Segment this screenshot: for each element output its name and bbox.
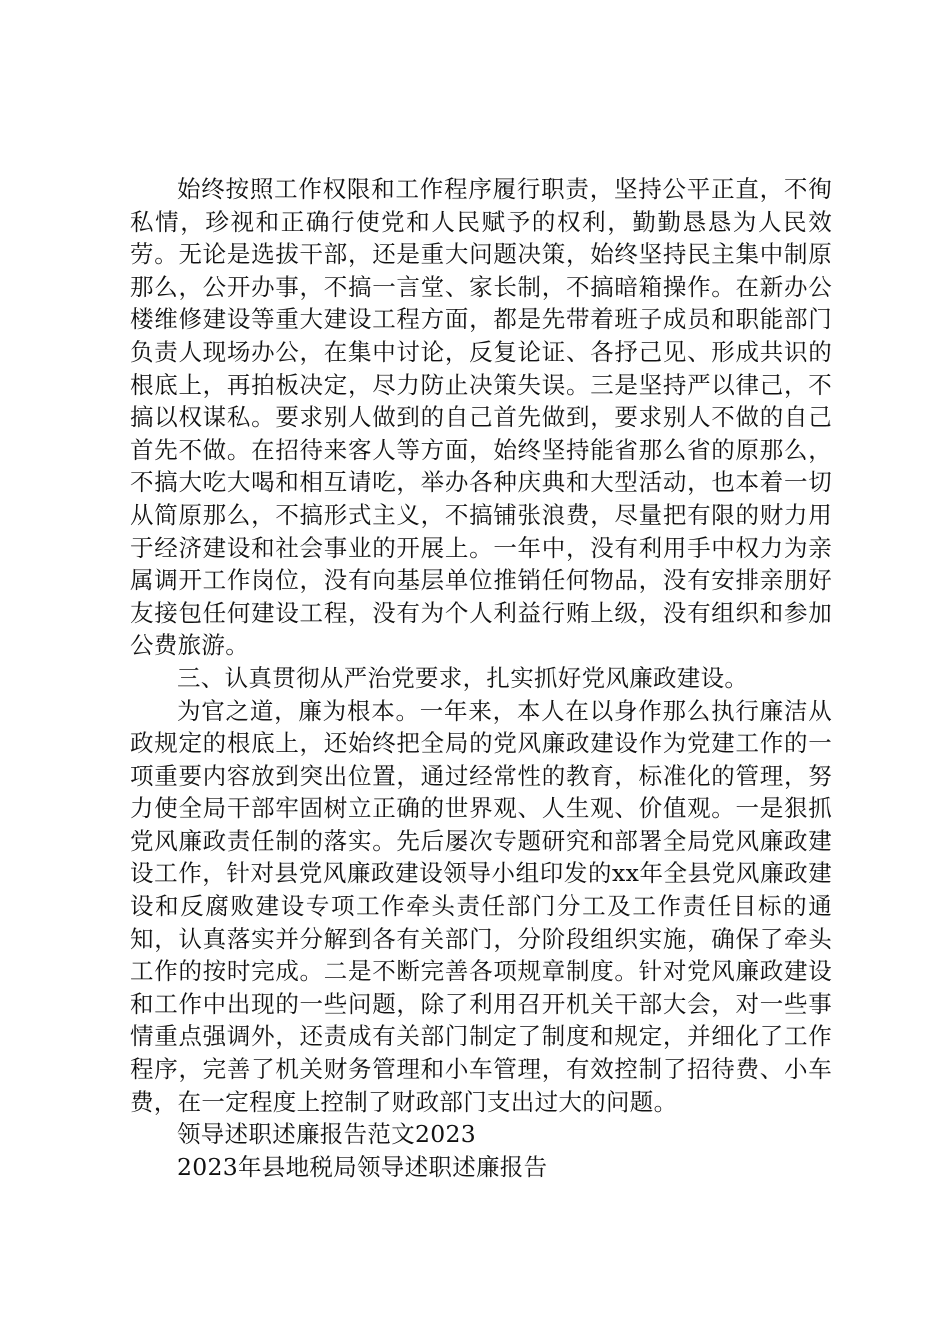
document-subtitle-line: 2023年县地税局领导述职述廉报告 — [177, 1152, 548, 1181]
paragraph-integrity-practice: 始终按照工作权限和工作程序履行职责，坚持公平正直，不徇私情，珍视和正确行使党和人民赋予的权利，勤勤恳恳为人民效劳。无论是选拔干部，还是重大问题决策，始终坚持民主集中制原那么，公开办事，不搞一言堂、家长制，不搞暗箱操作。在新办公楼维修建设等重大建设工程方面，都是先带着班子成员和职能部门负责人现场办公，在集中讨论，反复论证、各抒己见、形成共识的根底上，再拍板决定，尽力防止决策失误。三是坚持严以律己，不搞以权谋私。要求别人做到的自己首先做到，要求别人不做的自己首先不做。在招待来客人等方面，始终坚持能省那么省的原那么，不搞大吃大喝和相互请吃，举办各种庆典和大型活动，也本着一切从简原那么，不搞形式主义，不搞铺张浪费，尽量把有限的财力用于经济建设和社会事业的开展上。一年中，没有利用手中权力为亲属调开工作岗位，没有向基层单位推销任何物品，没有安排亲朋好友接包任何建设工程，没有为个人利益行贿上级，没有组织和参加公费旅游。 — [130, 175, 832, 660]
body-text — [130, 173, 832, 1183]
section-heading-3: 三、认真贯彻从严治党要求，扎实抓好党风廉政建设。 — [177, 663, 749, 692]
document-title-line: 领导述职述廉报告范文2023 — [177, 1120, 477, 1149]
paragraph-party-conduct: 为官之道，廉为根本。一年来，本人在以身作那么执行廉洁从政规定的根底上，还始终把全局的党风廉政建设作为党建工作的一项重要内容放到突出位置，通过经常性的教育，标准化的管理，努力使全局干部牢固树立正确的世界观、人生观、价值观。一是狠抓党风廉政责任制的落实。先后屡次专题研究和部署全局党风廉政建设工作，针对县党风廉政建设领导小组印发的xx年全县党风廉政建设和反腐败建设专项工作牵头责任部门分工及工作责任目标的通知，认真落实并分解到各有关部门，分阶段组织实施，确保了牵头工作的按时完成。二是不断完善各项规章制度。针对党风廉政建设和工作中出现的一些问题，除了利用召开机关干部大会，对一些事情重点强调外，还责成有关部门制定了制度和规定，并细化了工作程序，完善了机关财务管理和小车管理，有效控制了招待费、小车费，在一定程度上控制了财政部门支出过大的问题。 — [130, 696, 832, 1116]
